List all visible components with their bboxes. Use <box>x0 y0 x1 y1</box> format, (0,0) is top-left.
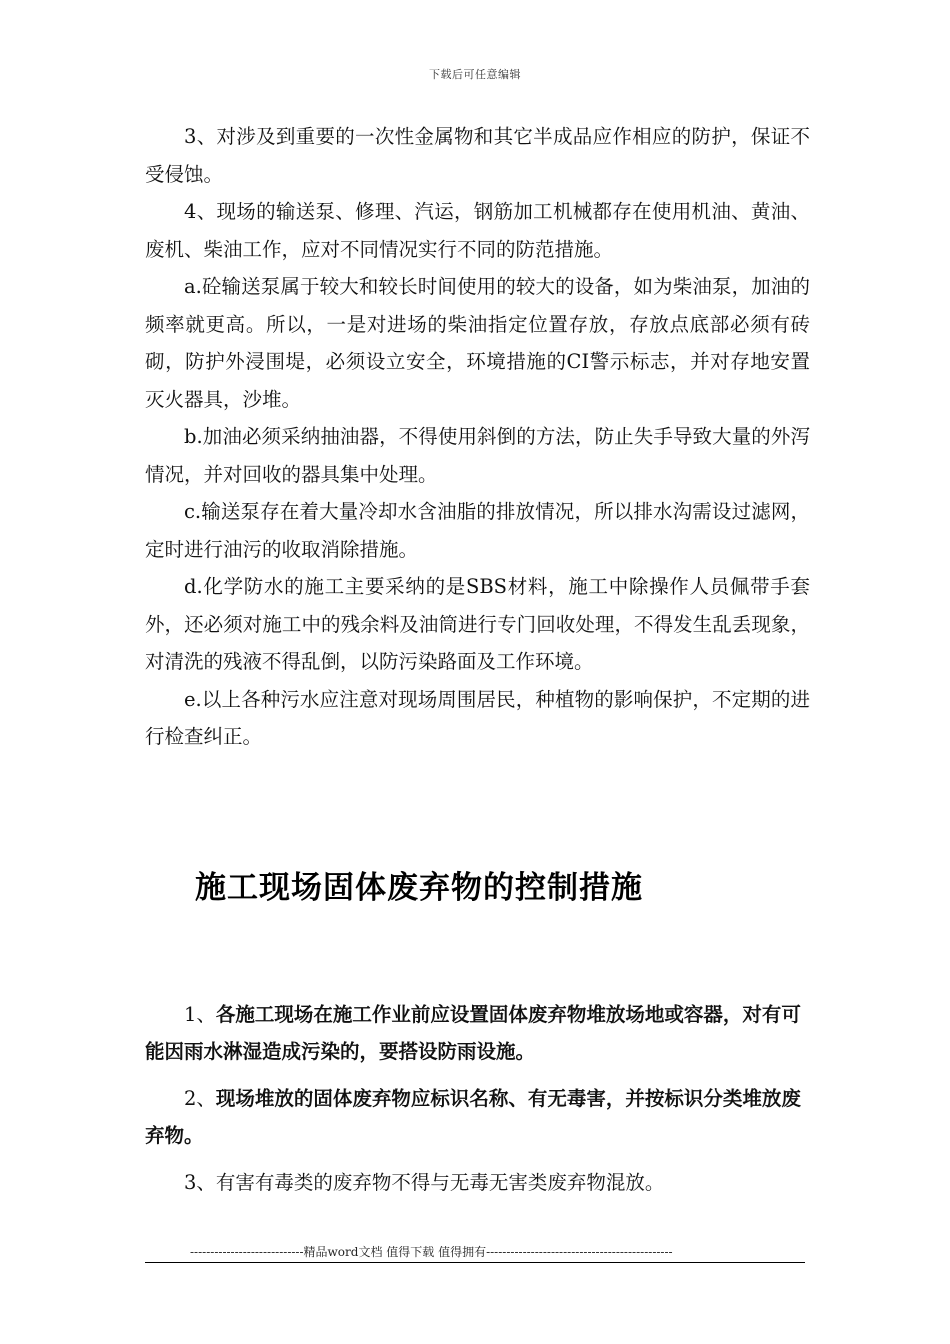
paragraph-3: 3、对涉及到重要的一次性金属物和其它半成品应作相应的防护，保证不受侵蚀。 <box>145 125 810 186</box>
item-text: 各施工现场在施工作业前应设置固体废弃物堆放场地或容器，对有可能因雨水淋湿造成污染的，要搭设防雨设施。 <box>145 1003 801 1063</box>
page-footer: ----------------------------精品word文档 值得下载 值得拥有---------------------------------------------- <box>190 1245 673 1259</box>
section-title: 施工现场固体废弃物的控制措施 <box>195 870 643 906</box>
paragraph-b: b.加油必须采纳抽油器，不得使用斜倒的方法，防止失手导致大量的外泻情况，并对回收的器具集中处理。 <box>145 425 810 486</box>
section-item-1 <box>145 996 820 1070</box>
section-item-2 <box>145 1080 820 1154</box>
paragraph-4: 4、现场的输送泵、修理、汽运，钢筋加工机械都存在使用机油、黄油、废机、柴油工作，应对不同情况实行不同的防范措施。 <box>145 200 810 261</box>
section-items <box>145 996 820 1211</box>
body-text <box>145 118 810 756</box>
item-number: 2、 <box>184 1087 216 1110</box>
item-number: 1、 <box>184 1003 216 1026</box>
item-number: 3、 <box>184 1171 216 1194</box>
item-text: 有害有毒类的废弃物不得与无毒无害类废弃物混放。 <box>215 1171 665 1194</box>
paragraph-e: e.以上各种污水应注意对现场周围居民，种植物的影响保护，不定期的进行检查纠正。 <box>145 687 810 748</box>
item-text: 现场堆放的固体废弃物应标识名称、有无毒害，并按标识分类堆放废弃物。 <box>145 1087 801 1147</box>
paragraph-c: c.输送泵存在着大量冷却水含油脂的排放情况，所以排水沟需设过滤网，定时进行油污的收取消除措施。 <box>145 500 810 561</box>
page-header: 下载后可任意编辑 <box>429 68 521 81</box>
footer-divider <box>145 1262 805 1263</box>
paragraph-d: d.化学防水的施工主要采纳的是SBS材料，施工中除操作人员佩带手套外，还必须对施工中的残余料及油筒进行专门回收处理，不得发生乱丢现象，对清洗的残液不得乱倒，以防污染路面及工作环境。 <box>145 575 810 673</box>
paragraph-a: a.砼输送泵属于较大和较长时间使用的较大的设备，如为柴油泵，加油的频率就更高。所以，一是对进场的柴油指定位置存放，存放点底部必须有砖砌，防护外浸围堤，必须设立安全，环境措施的CI警示标志，并对存地安置灭火器具，沙堆。 <box>145 275 810 411</box>
section-item-3 <box>145 1164 820 1201</box>
